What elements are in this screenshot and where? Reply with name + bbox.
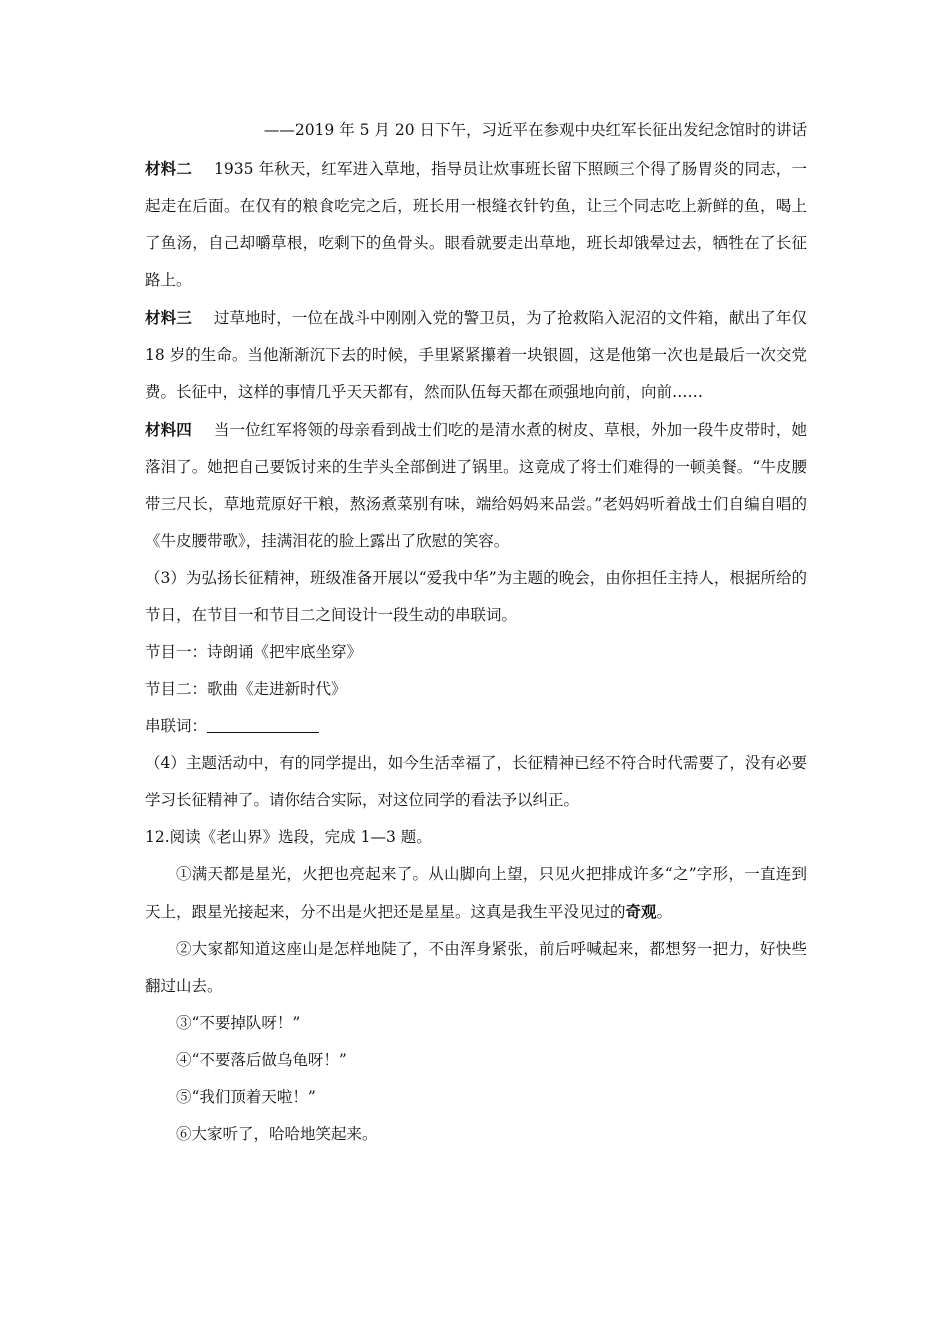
passage-paragraph-4: ④“不要落后做乌龟呀！”: [176, 1051, 347, 1069]
passage-paragraph-3: ③“不要掉队呀！”: [176, 1014, 301, 1032]
answer-line: [145, 708, 807, 745]
material-label: 材料二: [145, 159, 193, 178]
emphasized-word: 奇观: [625, 902, 657, 921]
speech-attribution: ——2019 年 5 月 20 日下午，习近平在参观中央红军长征出发纪念馆时的讲话: [263, 121, 807, 139]
material-three: [145, 299, 807, 411]
passage-text: ①满天都是星光，火把也亮起来了。从山脚向上望，只见火把排成许多“之”字形，一直连到天上，跟星光接起来，分不出是火把还是星星。这真是我生平没见过的: [145, 865, 807, 921]
passage-paragraph-5: ⑤“我们顶着天啦！”: [176, 1088, 316, 1106]
question-12-title: 12.阅读《老山界》选段，完成 1—3 题。: [145, 828, 432, 846]
material-label: 材料四: [145, 420, 192, 439]
answer-label: 串联词：: [145, 717, 208, 735]
material-text: 当一位红军将领的母亲看到战士们吃的是清水煮的树皮、草根，外加一段牛皮带时，她落泪了。她把自己要饭讨来的生芋头全部倒进了锅里。这竟成了将士们难得的一顿美餐。“牛皮腰带三尺长，草地荒原好干粮，熬汤煮菜别有味，端给妈妈来品尝。”老妈妈听着战士们自编自唱的《牛皮腰带歌》，挂满泪花的脸上露出了欣慰的笑容。: [145, 421, 807, 550]
program-two: 节目二：歌曲《走进新时代》: [145, 680, 347, 698]
passage-text: 。: [656, 903, 673, 921]
document-page: [145, 112, 807, 1153]
question-3: （3）为弘扬长征精神，班级准备开展以“爱我中华”为主题的晚会，由你担任主持人，根据所给的节日，在节目一和节目二之间设计一段生动的串联词。: [145, 569, 807, 624]
material-text: 1935 年秋天，红军进入草地，指导员让炊事班长留下照顾三个得了肠胃炎的同志，一起走在后面。在仅有的粮食吃完之后，班长用一根缝衣针钓鱼，让三个同志吃上新鲜的鱼，喝上了鱼汤，自己却嚼草根，吃剩下的鱼骨头。眼看就要走出草地，班长却饿晕过去，牺牲在了长征路上。: [145, 160, 807, 289]
material-four: [145, 411, 807, 560]
passage-paragraph-2: ②大家都知道这座山是怎样地陡了，不由浑身紧张，前后呼喊起来，都想努一把力，好快些翻过山去。: [145, 940, 807, 995]
answer-blank[interactable]: [207, 714, 319, 733]
material-text: 过草地时，一位在战斗中刚刚入党的警卫员，为了抢救陷入泥沼的文件箱，献出了年仅 18 岁的生命。当他渐渐沉下去的时候，手里紧紧攥着一块银圆，这是他第一次也是最后一次交党费。长征中，这样的事情几乎天天都有，然而队伍每天都在顽强地向前，向前……: [145, 309, 807, 401]
passage-paragraph-6: ⑥大家听了，哈哈地笑起来。: [176, 1125, 378, 1143]
program-one: 节目一：诗朗诵《把牢底坐穿》: [145, 643, 363, 661]
material-label: 材料三: [145, 308, 192, 327]
question-4: （4）主题活动中，有的同学提出，如今生活幸福了，长征精神已经不符合时代需要了，没有必要学习长征精神了。请你结合实际，对这位同学的看法予以纠正。: [145, 754, 807, 809]
material-two: [145, 150, 807, 299]
passage-paragraph-1: [145, 856, 807, 931]
